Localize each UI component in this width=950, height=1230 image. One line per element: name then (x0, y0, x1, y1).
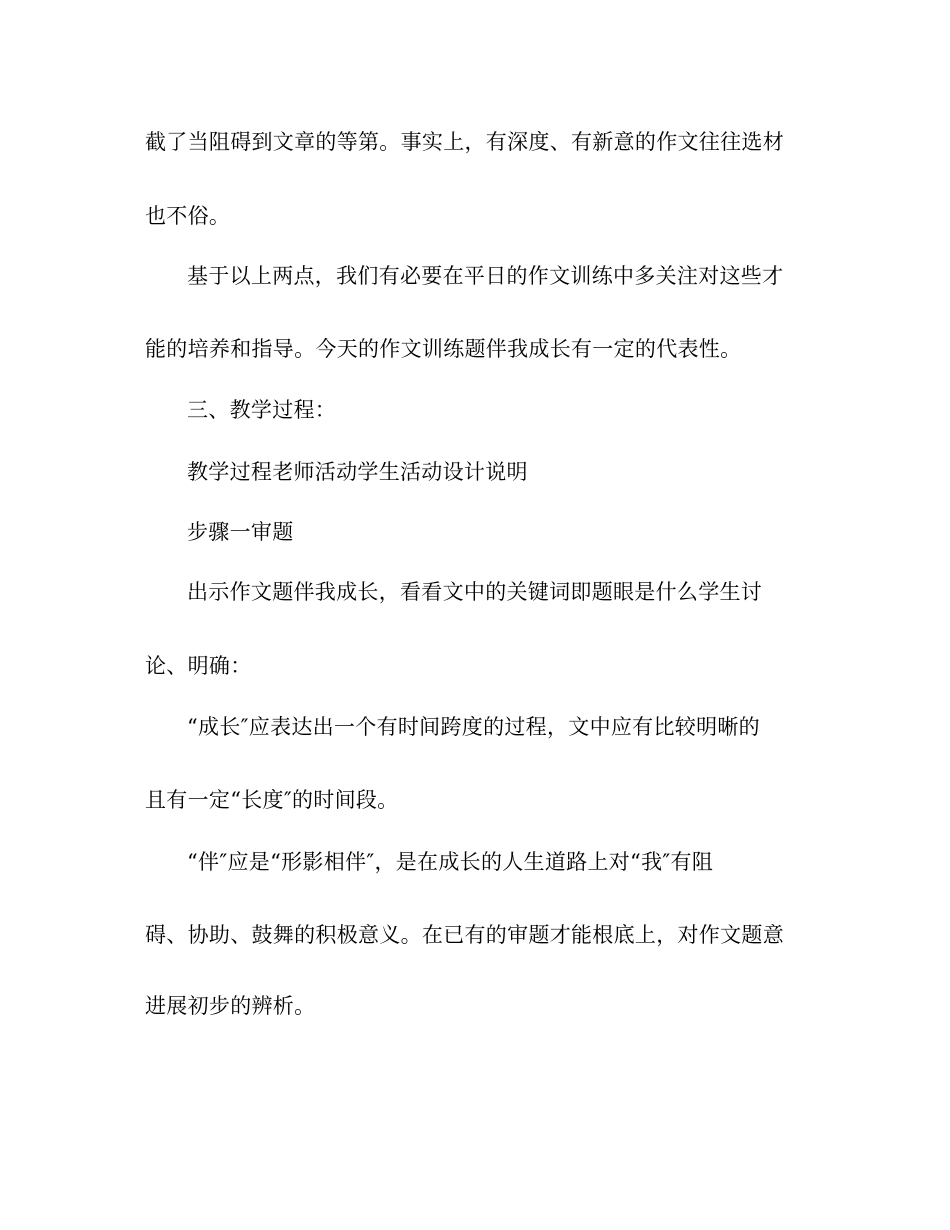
paragraph-line-10: “成长″应表达出一个有时间跨度的过程，文中应有比较明晰的 (187, 715, 760, 739)
paragraph-line-2: 也不俗。 (145, 204, 231, 228)
paragraph-line-4: 能的培养和指导。今天的作文训练题伴我成长有一定的代表性。 (145, 337, 742, 361)
paragraph-line-13: 碍、协助、鼓舞的积极意义。在已有的审题才能根底上，对作文题意 (145, 923, 784, 947)
paragraph-line-1: 截了当阻碍到文章的等第。事实上，有深度、有新意的作文往往选材 (145, 130, 784, 154)
paragraph-line-12: “伴″应是“形影相伴″，是在成长的人生道路上对“我″有阻 (187, 850, 714, 874)
table-header-line: 教学过程老师活动学生活动设计说明 (187, 460, 528, 484)
paragraph-line-11: 且有一定“长度″的时间段。 (145, 788, 399, 812)
step-heading: 步骤一审题 (187, 520, 294, 544)
section-heading: 三、教学过程： (187, 398, 337, 422)
paragraph-line-9: 论、明确： (145, 654, 252, 678)
paragraph-line-3: 基于以上两点，我们有必要在平日的作文训练中多关注对这些才 (187, 264, 784, 288)
paragraph-line-8: 出示作文题伴我成长，看看文中的关键词即题眼是什么学生讨 (187, 580, 763, 604)
paragraph-line-14: 进展初步的辨析。 (145, 994, 316, 1018)
